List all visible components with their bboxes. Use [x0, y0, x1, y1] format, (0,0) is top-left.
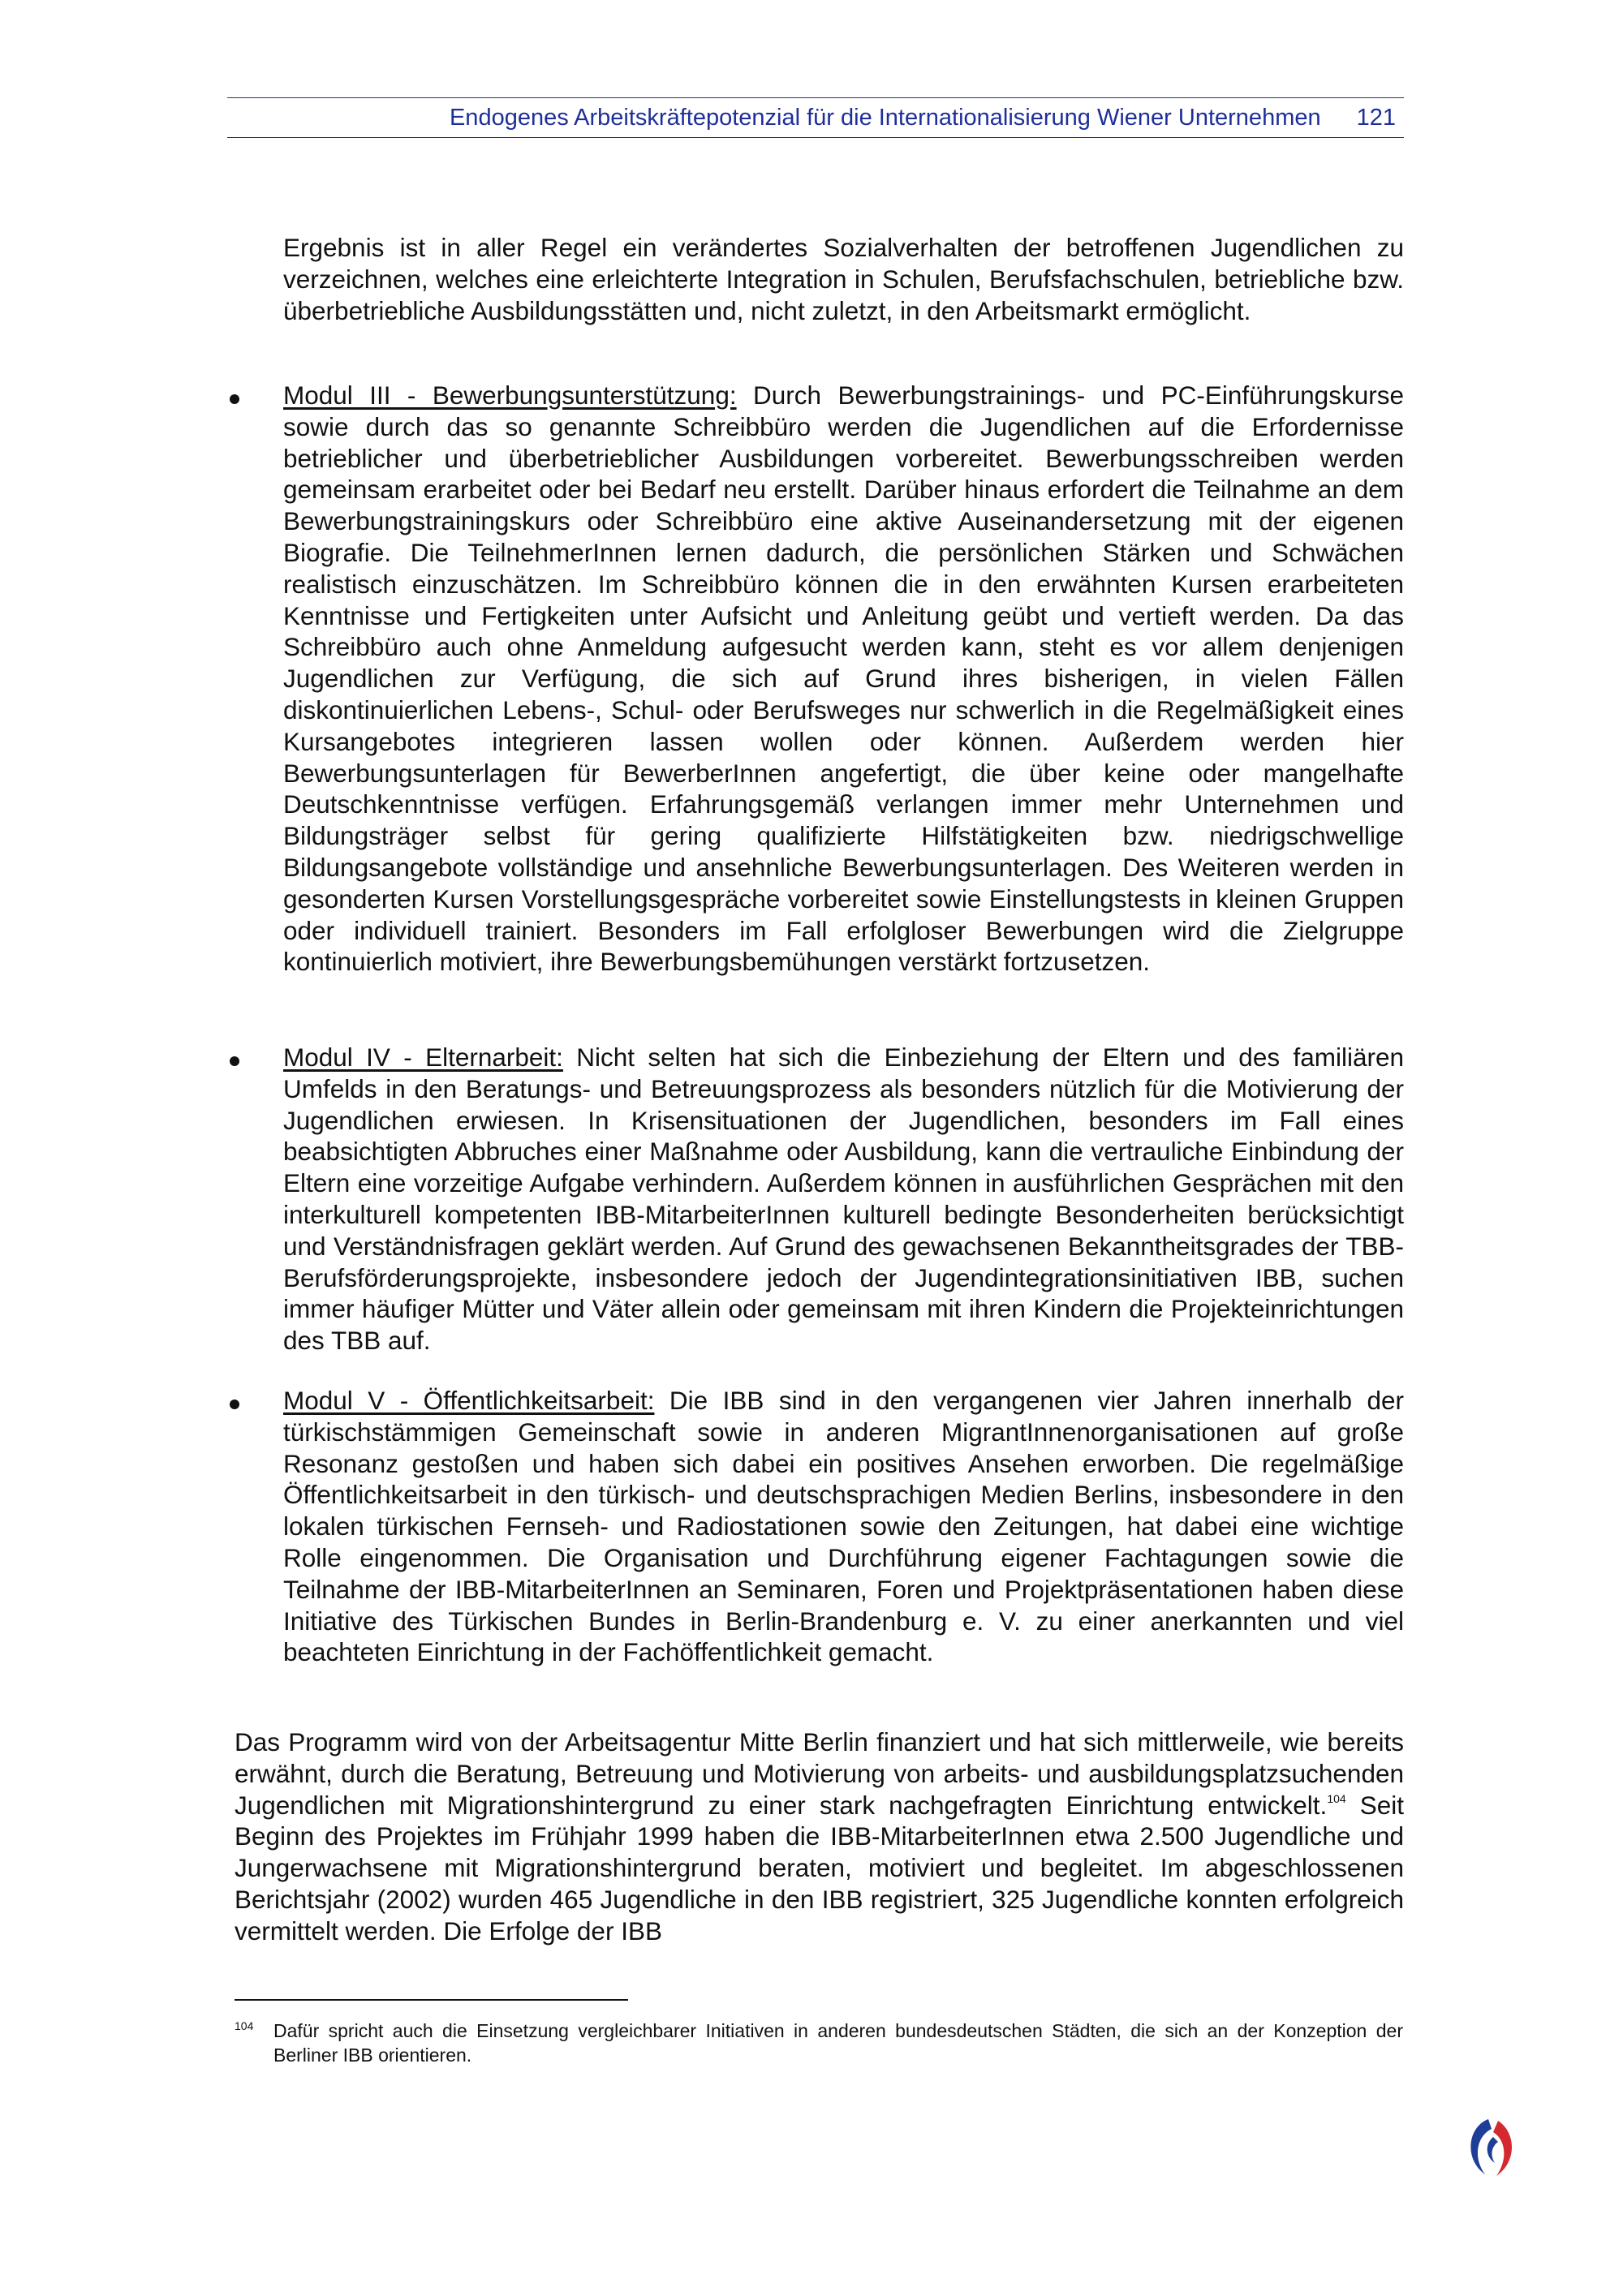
module-5-title: Modul V - Öffentlichkeitsarbeit: [283, 1386, 655, 1415]
footnote-number: 104 [235, 2019, 254, 2032]
publisher-logo-icon [1461, 2109, 1526, 2182]
page-header [227, 97, 1404, 138]
bullet-module-5 [230, 1400, 239, 1409]
module-4-paragraph [283, 1042, 1404, 1357]
closing-paragraph [235, 1726, 1404, 1947]
header-title: Endogenes Arbeitskräftepotenzial für die Internationalisierung Wiener Unternehmen [449, 104, 1321, 131]
intro-paragraph: Ergebnis ist in aller Regel ein verändertes Sozialverhalten der betroffenen Jugendlichen zu verzeichnen, welches eine erleichterte Integration in Schulen, Berufsfachschulen, betriebliche bzw. überbetriebliche Ausbildungsstätten und, nicht zuletzt, in den Arbeitsmarkt ermöglicht. [283, 233, 1404, 325]
closing-text-part-1: Das Programm wird von der Arbeitsagentur Mitte Berlin finanziert und hat sich mittlerweile, wie bereits erwähnt, durch die Beratung, Betreuung und Motivierung von arbeits- und ausbildungsplatzsuchenden Jugendlichen mit Migrationshintergrund zu einer stark nachgefragten Einrichtung entwickelt. [235, 1727, 1404, 1820]
bullet-module-3 [230, 394, 239, 404]
footnote-reference[interactable]: 104 [1327, 1791, 1346, 1805]
bullet-module-4 [230, 1056, 239, 1066]
module-5-text: Die IBB sind in den vergangenen vier Jahren innerhalb der türkischstämmigen Gemeinschaft sowie in anderen MigrantInnenorganisationen auf große Resonanz gestoßen und haben sich dabei ein positives Ansehen erworben. Die regelmäßige Öffentlichkeitsarbeit in den türkisch- und deutschsprachigen Medien Berlins, insbesondere in den lokalen türkischen Fernseh- und Radiostationen sowie den Zeitungen, hat dabei eine wichtige Rolle eingenommen. Die Organisation und Durchführung eigener Fachtagungen sowie die Teilnahme der IBB-MitarbeiterInnen an Seminaren, Foren und Projektpräsentationen haben diese Initiative des Türkischen Bundes in Berlin-Brandenburg e. V. zu einer anerkannten und viel beachteten Einrichtung in der Fachöffentlichkeit gemacht. [283, 1386, 1404, 1667]
logo-red-swoosh [1493, 2121, 1512, 2176]
footnote [235, 2019, 1403, 2067]
module-4-text: Nicht selten hat sich die Einbeziehung der Eltern und des familiären Umfelds in den Beratungs- und Betreuungsprozess als besonders nützlich für die Motivierung der Jugendlichen erwiesen. In Krisensituationen der Jugendlichen, besonders im Fall eines beabsichtigten Abbruches einer Maßnahme oder Ausbildung, kann die vertrauliche Einbindung der Eltern eine vorzeitige Aufgabe verhindern. Außerdem können in ausführlichen Gesprächen mit den interkulturell kompetenten IBB-MitarbeiterInnen kulturell bedingte Besonderheiten berücksichtigt und Verständnisfragen geklärt werden. Auf Grund des gewachsenen Bekanntheitsgrades der TBB-Berufsförderungsprojekte, insbesondere jedoch der Jugendintegrationsinitiativen IBB, suchen immer häufiger Mütter und Väter allein oder gemeinsam mit ihren Kindern die Projekteinrichtungen des TBB auf. [283, 1043, 1404, 1356]
module-3-title: Modul III - Bewerbungsunterstützung: [283, 381, 737, 410]
logo-inner-blue [1487, 2137, 1498, 2163]
closing-text-part-2: Seit Beginn des Projektes im Frühjahr 1999 haben die IBB-MitarbeiterInnen etwa 2.500 Jugendliche und Jungerwachsene mit Migrationshintergrund beraten, motiviert und begleitet. Im abgeschlossenen Berichtsjahr (2002) wurden 465 Jugendliche in den IBB registriert, 325 Jugendliche konnten erfolgreich vermittelt werden. Die Erfolge der IBB [235, 1790, 1404, 1946]
footnote-separator [235, 1999, 628, 2001]
module-3-paragraph [283, 380, 1404, 978]
module-5-paragraph [283, 1385, 1404, 1668]
page-number: 121 [1356, 104, 1396, 131]
module-4-title: Modul IV - Elternarbeit: [283, 1043, 563, 1072]
footnote-text: Dafür spricht auch die Einsetzung vergleichbarer Initiativen in anderen bundesdeutschen Städten, die sich an der Konzeption der Berliner IBB orientieren. [273, 2020, 1403, 2066]
module-3-text: Durch Bewerbungstrainings- und PC-Einführungskurse sowie durch das so genannte Schreibbüro werden die Jugendlichen auf die Erfordernisse betrieblicher und überbetrieblicher Ausbildungen vorbereitet. Bewerbungsschreiben werden gemeinsam erarbeitet oder bei Bedarf neu erstellt. Darüber hinaus erfordert die Teilnahme an dem Bewerbungstrainingskurs oder Schreibbüro eine aktive Auseinandersetzung mit der eigenen Biografie. Die TeilnehmerInnen lernen dadurch, die persönlichen Stärken und Schwächen realistisch einzuschätzen. Im Schreibbüro können die in den erwähnten Kursen erarbeiteten Kenntnisse und Fertigkeiten unter Aufsicht und Anleitung geübt und vertieft werden. Da das Schreibbüro auch ohne Anmeldung aufgesucht werden kann, steht es vor allem denjenigen Jugendlichen zur Verfügung, die sich auf Grund ihres bisherigen, in vielen Fällen diskontinuierlichen Lebens-, Schul- oder Berufsweges nur schwerlich in die Regelmäßigkeit eines Kursangebotes integrieren lassen wollen oder können. Außerdem werden hier Bewerbungsunterlagen für BewerberInnen angefertigt, die über keine oder mangelhafte Deutschkenntnisse verfügen. Erfahrungsgemäß verlangen immer mehr Unternehmen und Bildungsträger selbst für gering qualifizierte Hilfstätigkeiten bzw. niedrigschwellige Bildungsangebote vollständige und ansehnliche Bewerbungsunterlagen. Des Weiteren werden in gesonderten Kursen Vorstellungsgespräche vorbereitet sowie Einstellungstests in kleinen Gruppen oder individuell trainiert. Besonders im Fall erfolgloser Bewerbungen wird die Zielgruppe kontinuierlich motiviert, ihre Bewerbungsbemühungen verstärkt fortzusetzen. [283, 381, 1404, 977]
